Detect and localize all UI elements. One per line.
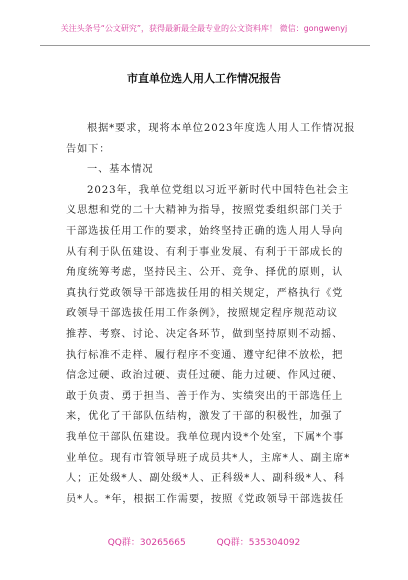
body-line: 真执行党政领导干部选拔任用的相关规定，严格执行《党 bbox=[66, 287, 344, 299]
body-line: 我单位干部队伍建设。我单位现内设*个处室，下属*个事 bbox=[66, 431, 345, 443]
body-line: 来，优化了干部队伍结构，激发了干部的积极性，加强了 bbox=[66, 411, 344, 423]
section-heading: 一、基本情况 bbox=[87, 164, 154, 176]
document-title: 市直单位选人用人工作情况报告 bbox=[127, 72, 281, 85]
body-line: 从有利于队伍建设、有利于事业发展、有利于干部成长的 bbox=[66, 246, 344, 258]
body-line: 义思想和党的二十大精神为指导，按照党委组织部门关于 bbox=[66, 205, 344, 217]
body-line: 告如下： bbox=[66, 143, 111, 155]
body-line: 政领导干部选拔任用工作条例》，按照规定程序规范动议 bbox=[66, 308, 339, 320]
body-line: 根据*要求，现将本单位2023年度选人用人工作情况报 bbox=[87, 123, 356, 134]
body-line: 敢于负责、勇于担当、善于作为、实绩突出的干部选任上 bbox=[66, 390, 344, 402]
document-body bbox=[66, 119, 356, 510]
body-line: 信念过硬、政治过硬、责任过硬、能力过硬、作风过硬、 bbox=[66, 370, 344, 382]
body-line: 干部选拔任用工作的要求，始终坚持正确的选人用人导向 bbox=[66, 225, 344, 237]
body-line: 推荐、考察、讨论、决定各环节，做到坚持原则不动摇、 bbox=[66, 328, 344, 340]
header-promo-text: 关注头条号“公文研究”，获得最新最全最专业的公文资料库！ 微信：gongwenyj bbox=[60, 24, 348, 33]
footer-qq-group-right: QQ群：535304092 bbox=[216, 538, 301, 548]
body-line: 人；正处级*人、副处级*人、正科级*人、副科级*人、科 bbox=[66, 473, 345, 485]
body-line: 角度统筹考虑，坚持民主、公开、竞争、择优的原则，认 bbox=[66, 267, 344, 279]
footer-contact bbox=[0, 535, 408, 548]
header-divider bbox=[40, 45, 370, 46]
body-line: 员*人。*年，根据工作需要，按照《党政领导干部选拔任 bbox=[66, 493, 345, 505]
footer-qq-group-left: QQ群：30265665 bbox=[107, 538, 186, 548]
body-line: 业单位。现有市管领导班子成员共*人，主席*人、副主席* bbox=[66, 452, 351, 464]
body-line: 执行标准不走样、履行程序不变通、遵守纪律不放松，把 bbox=[66, 349, 344, 361]
body-line: 2023年，我单位党组以习近平新时代中国特色社会主 bbox=[87, 184, 350, 196]
